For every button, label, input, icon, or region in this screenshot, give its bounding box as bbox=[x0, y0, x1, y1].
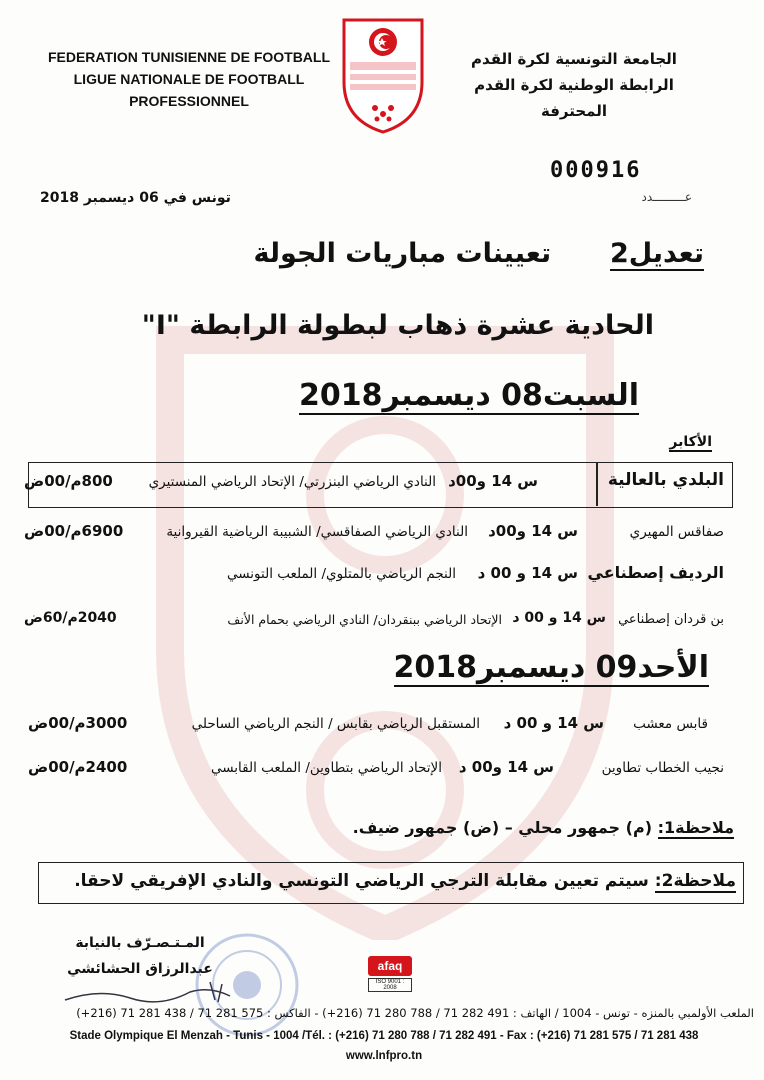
official-stamp-icon bbox=[192, 930, 302, 1040]
federation-header-ar bbox=[444, 46, 704, 124]
note-2 bbox=[74, 871, 736, 891]
match-teams: النادي الرياضي الصفاقسي/ الشبيبة الرياضية القيروانية bbox=[166, 524, 468, 540]
match-row bbox=[24, 470, 724, 504]
match-teams: النجم الرياضي بالمتلوي/ الملعب التونسي bbox=[227, 566, 456, 582]
footer-website-link[interactable]: www.lnfpro.tn bbox=[345, 1050, 423, 1062]
afaq-brand: afaq bbox=[368, 956, 412, 976]
sunday-date: الأحد09 ديسمبر2018 bbox=[393, 650, 709, 685]
match-row bbox=[24, 612, 724, 642]
sunday-heading bbox=[289, 650, 709, 685]
document-date: تونس في 06 ديسمبر 2018 bbox=[40, 190, 231, 206]
match-row bbox=[24, 524, 724, 554]
note-1 bbox=[353, 818, 734, 837]
saturday-heading bbox=[239, 378, 639, 413]
category-label: الأكابر bbox=[669, 434, 712, 450]
match-time: س 14 و00د bbox=[488, 522, 578, 540]
fr-line-2: LIGUE NATIONALE DE FOOTBALL bbox=[73, 71, 305, 87]
match-time: س 14 و 00 د bbox=[477, 564, 578, 582]
note-1-text: (م) جمهور محلي – (ض) جمهور ضيف. bbox=[352, 818, 652, 837]
signature-name: عبدالرزاق الحشائشي bbox=[67, 961, 213, 977]
fr-line-3: PROFESSIONNEL bbox=[129, 93, 249, 109]
fr-line-1: FEDERATION TUNISIENNE DE FOOTBALL bbox=[47, 49, 331, 65]
afaq-certification-logo bbox=[368, 956, 412, 992]
match-attendance: 3000م/00ض bbox=[28, 714, 128, 732]
match-stadium: صفاقس المهيري bbox=[629, 524, 724, 540]
match-time: س 14 و00د bbox=[448, 472, 538, 490]
match-stadium: البلدي بالعالية bbox=[607, 470, 724, 490]
match-teams: المستقبل الرياضي بقابس / النجم الرياضي الساحلي bbox=[191, 716, 480, 732]
amendment-label: تعديل2 bbox=[609, 238, 704, 269]
match-attendance: 2400م/00ض bbox=[28, 758, 128, 776]
match-row bbox=[24, 716, 724, 746]
afaq-iso: ISO 9001 : 2008 bbox=[368, 978, 412, 992]
match-stadium: قابس معشب bbox=[633, 716, 708, 732]
match-teams: الإتحاد الرياضي بتطاوين/ الملعب القابسي bbox=[211, 760, 442, 776]
match-row bbox=[24, 563, 724, 596]
match-teams: النادي الرياضي البنزرتي/ الإتحاد الرياضي المنستيري bbox=[148, 474, 436, 490]
note-1-label: ملاحظة1: bbox=[657, 818, 734, 837]
ar-line-1: الجامعة التونسية لكرة القدم bbox=[471, 50, 677, 68]
match-stadium: بن قردان إصطناعي bbox=[618, 612, 724, 627]
footer-address-fr: Stade Olympique El Menzah - Tunis - 1004 /Tél. : (+216) 71 280 788 / 71 282 491 - Fax : (+216) 71 281 575 / 71 281 438 bbox=[69, 1030, 699, 1042]
title-rest: تعيينات مباريات الجولة bbox=[253, 238, 552, 269]
title-line-2: الحادية عشرة ذهاب لبطولة الرابطة "I" bbox=[141, 310, 654, 341]
match-teams: الإتحاد الرياضي ببنقردان/ النادي الرياضي بحمام الأنف bbox=[227, 612, 502, 627]
ar-line-2: الرابطة الوطنية لكرة القدم bbox=[474, 76, 674, 94]
match-stadium: الرديف إصطناعي bbox=[587, 563, 724, 582]
note-2-label: ملاحظة2: bbox=[654, 871, 736, 891]
document-serial-number: 000916 bbox=[550, 158, 642, 183]
match-attendance: 800م/00ض bbox=[24, 472, 113, 490]
match-attendance: 6900م/00ض bbox=[24, 522, 124, 540]
federation-header-fr bbox=[44, 46, 334, 112]
ar-line-3: المحترفة bbox=[540, 102, 607, 120]
league-logo-icon bbox=[340, 16, 426, 136]
match-time: س 14 و 00 د bbox=[512, 610, 606, 626]
match-time: س 14 و00 د bbox=[458, 758, 554, 776]
footer-address-ar: الملعب الأولمبي بالمنزه - تونس - 1004 / الهاتف : 491 282 71 / 788 280 71 (216+) - الفاكس : 575 281 71 / 438 281 71 (216+) bbox=[76, 1006, 754, 1020]
match-row bbox=[24, 760, 724, 790]
number-label: عـــــــــدد bbox=[641, 190, 692, 204]
title-line-1 bbox=[224, 238, 704, 269]
match-attendance: 2040م/60ض bbox=[24, 610, 117, 626]
signature-title: المـتـصـرّف بالنيابة bbox=[75, 935, 205, 951]
saturday-date: السبت08 ديسمبر2018 bbox=[299, 378, 639, 413]
match-stadium: نجيب الخطاب تطاوين bbox=[601, 760, 724, 776]
match-time: س 14 و 00 د bbox=[503, 714, 604, 732]
note-2-text: سيتم تعيين مقابلة الترجي الرياضي التونسي والنادي الإفريقي لاحقا. bbox=[74, 871, 649, 891]
